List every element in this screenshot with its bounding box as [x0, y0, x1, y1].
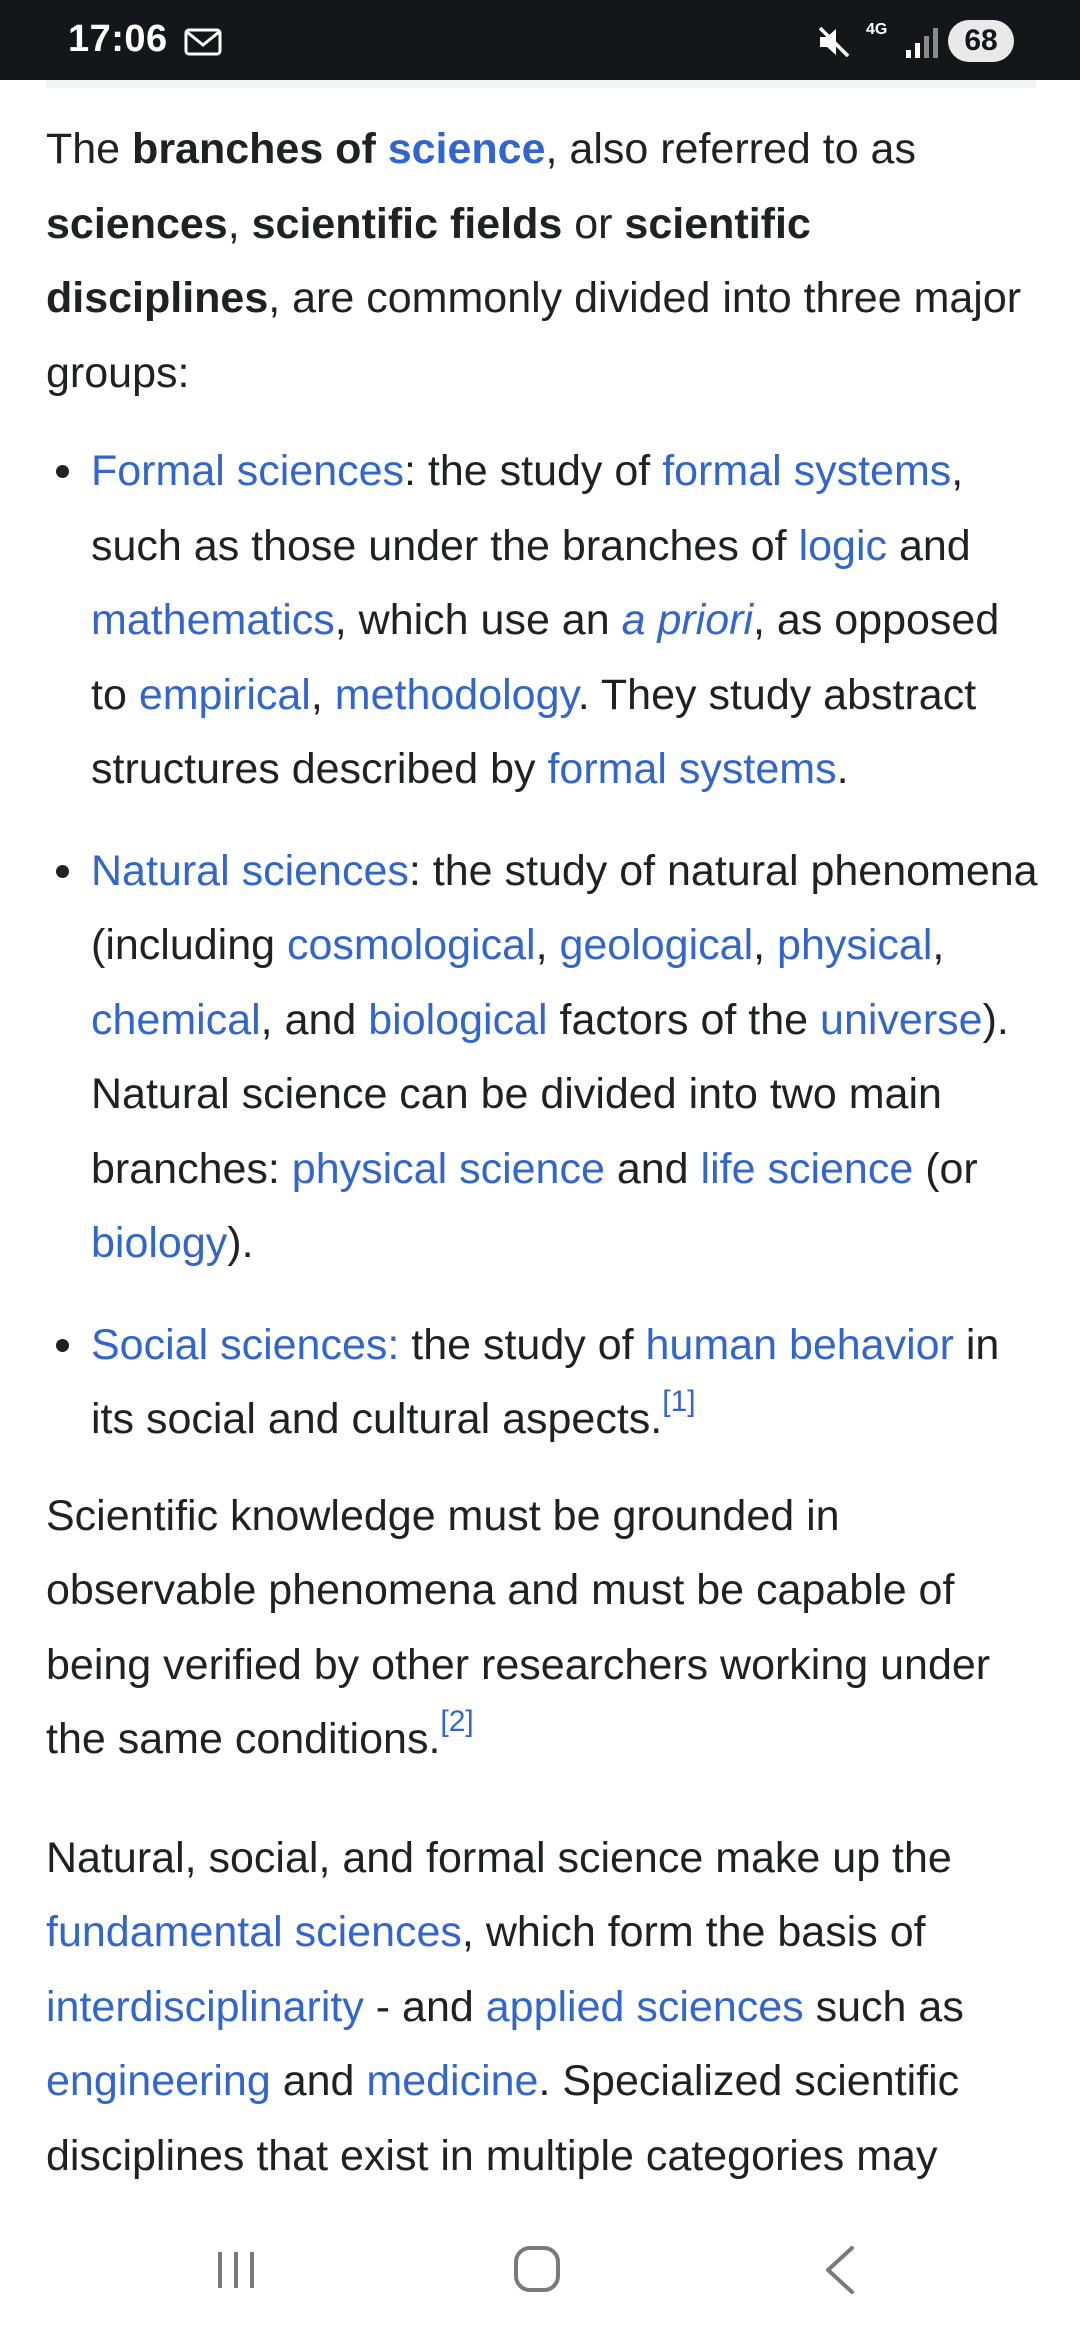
text: , — [535, 921, 560, 969]
bold-text: branches of — [132, 125, 388, 173]
link-formal-sciences[interactable]: Formal sciences — [91, 447, 405, 495]
text: and — [270, 2057, 367, 2105]
text: . — [836, 745, 849, 793]
status-time: 17:06 — [68, 18, 168, 60]
back-icon[interactable] — [820, 2244, 860, 2296]
fundamental-paragraph — [46, 1821, 1046, 2194]
link-human-behavior[interactable]: human behavior — [645, 1320, 954, 1369]
bold-text: scientific fields — [251, 199, 563, 248]
link-empirical[interactable]: empirical — [138, 670, 311, 719]
text: : the study of natural phenomena (including — [91, 846, 1038, 969]
text: . Specialized scientific disciplines that exist in multiple categories may — [46, 2057, 960, 2180]
text: and — [604, 1144, 701, 1193]
network-type: 4G — [866, 21, 888, 38]
link-natural-sciences[interactable]: Natural sciences — [91, 846, 409, 895]
text: and — [887, 521, 971, 570]
home-icon[interactable] — [512, 2244, 562, 2294]
link-biological[interactable]: biological — [368, 995, 548, 1044]
text: , such as those under the branches of — [91, 447, 964, 570]
reference-1[interactable]: [1] — [662, 1385, 696, 1418]
link-cosmological[interactable]: cosmological — [287, 921, 536, 969]
navigation-bar — [0, 2200, 1080, 2340]
intro-paragraph — [46, 112, 1046, 410]
text: , — [227, 199, 252, 248]
link-mathematics[interactable]: mathematics — [91, 596, 335, 644]
battery-icon — [948, 20, 1014, 62]
text: , which form the basis of — [461, 1908, 926, 1956]
verification-paragraph — [46, 1479, 1046, 1777]
status-bar — [0, 0, 1080, 80]
link-universe[interactable]: universe — [820, 995, 983, 1044]
text: : the study of — [404, 447, 663, 495]
text: , which use an — [334, 596, 622, 644]
link-a-priori[interactable] — [622, 596, 753, 644]
link-medicine[interactable]: medicine — [366, 2057, 539, 2105]
text: , and — [260, 995, 369, 1044]
recents-icon[interactable] — [212, 2248, 260, 2292]
text: , are commonly divided into three major groups: — [46, 274, 1022, 397]
text: Scientific knowledge must be grounded in observable phenomena and must be capable of being verified by other researchers working under the same conditions. — [46, 1491, 991, 1763]
link-interdisciplinarity[interactable]: interdisciplinarity — [46, 1982, 364, 2031]
link-physical[interactable]: physical — [777, 921, 933, 969]
link-biology[interactable]: biology — [91, 1219, 228, 1267]
battery-level: 68 — [964, 24, 998, 57]
mute-icon — [814, 22, 854, 62]
text: Natural, social, and formal science make up the — [46, 1833, 952, 1882]
branches-list — [46, 434, 1046, 1457]
link-geological[interactable]: geological — [559, 921, 754, 969]
bold-text: sciences — [46, 199, 228, 248]
text: , — [932, 921, 945, 969]
article-body — [46, 112, 1046, 2193]
link-logic[interactable]: logic — [798, 521, 888, 570]
reference-2[interactable]: [2] — [440, 1705, 474, 1738]
text: , — [753, 921, 778, 969]
text: (or — [913, 1144, 978, 1193]
text: , — [310, 670, 335, 719]
text: factors of the — [547, 995, 821, 1044]
italic-text: a priori — [621, 596, 754, 644]
link-physical-science[interactable]: physical science — [291, 1144, 605, 1193]
text: ). — [227, 1219, 254, 1267]
link-chemical[interactable]: chemical — [91, 995, 261, 1044]
bold-text: scientific disciplines — [46, 199, 811, 322]
text: . They study abstract structures described by — [91, 670, 977, 793]
list-item-social — [46, 1308, 1046, 1457]
list-item-formal — [46, 434, 1046, 807]
text: ). Natural science can be divided into two main branches: — [91, 995, 1009, 1193]
link-social-sciences[interactable]: Social sciences: — [91, 1320, 400, 1369]
text: - and — [363, 1982, 486, 2031]
link-science[interactable]: science — [387, 125, 546, 173]
link-applied-sciences[interactable]: applied sciences — [485, 1982, 804, 2031]
link-methodology[interactable]: methodology — [334, 670, 578, 719]
link-life-science[interactable]: life science — [700, 1144, 914, 1193]
text: , also referred to as — [545, 125, 916, 173]
link-engineering[interactable]: engineering — [46, 2057, 271, 2105]
text: or — [562, 199, 625, 248]
header-divider — [46, 80, 1036, 88]
text: in its social and cultural aspects. — [91, 1320, 1000, 1443]
text: such as — [803, 1982, 964, 2031]
link-formal-systems[interactable]: formal systems — [662, 447, 952, 495]
link-fundamental-sciences[interactable]: fundamental sciences — [46, 1908, 462, 1956]
list-item-natural — [46, 834, 1046, 1281]
text: The — [46, 125, 133, 173]
text: the study of — [399, 1320, 646, 1369]
gmail-icon — [184, 28, 222, 56]
link-formal-systems-2[interactable]: formal systems — [547, 745, 837, 793]
signal-icon — [904, 24, 942, 60]
text: , as opposed to — [91, 596, 1000, 719]
